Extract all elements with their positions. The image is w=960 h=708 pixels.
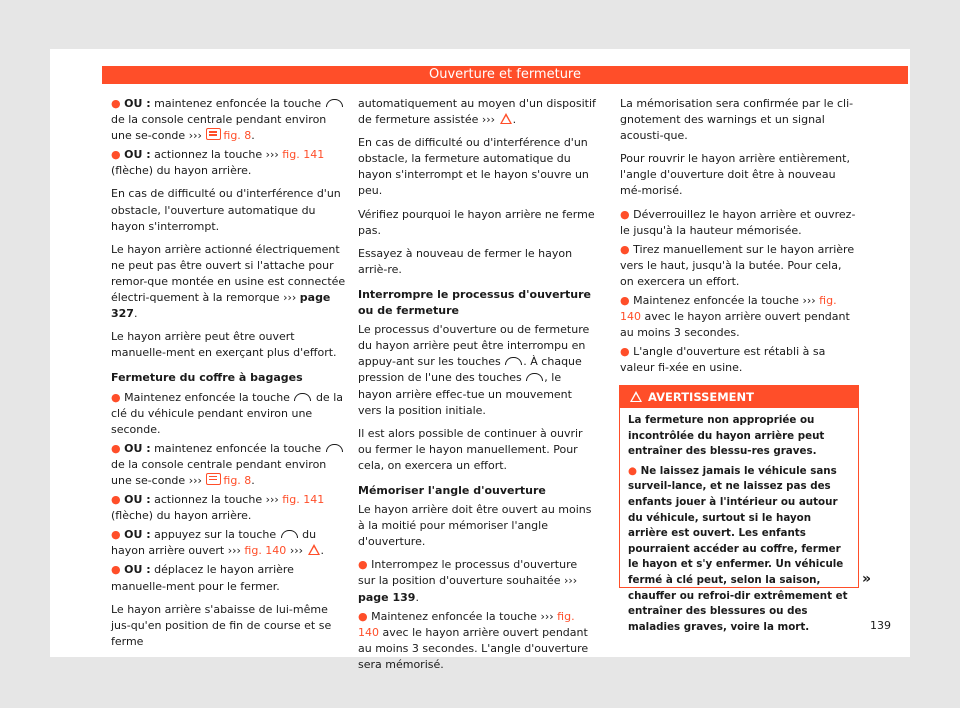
paragraph: Pour rouvrir le hayon arrière entièrement, l'angle d'ouverture doit être à nouveau mé-morisé. [620,152,850,198]
column-3 [620,96,858,384]
warning-triangle-icon [630,391,642,402]
car-tailgate-icon [326,444,343,452]
paragraph: En cas de difficulté ou d'interférence d'un obstacle, la fermeture automatique du hayon s'interrompt et le hayon s'ouvre un peu. [358,136,589,198]
paragraph: Essayez à nouveau de fermer le hayon arriè-re. [358,246,573,276]
car-tailgate-icon [294,393,311,401]
paragraph: Il est alors possible de continuer à ouvrir ou fermer le hayon manuellement. Pour cela, on exercera un effort. [358,426,583,472]
subheading: Mémoriser l'angle d'ouverture [358,483,546,497]
figure-link[interactable]: fig. 8 [223,473,252,487]
list-item: ● L'angle d'ouverture est rétabli à sa valeur fi-xée en usine. [620,345,826,375]
warning-title: AVERTISSEMENT [648,390,755,404]
paragraph: automatiquement au moyen d'un dispositif de fermeture assistée ››› . [358,97,596,127]
list-item: ● Maintenez enfoncée la touche ››› fig. 140 avec le hayon arrière ouvert pendant au moins 3 secondes. L'angle d'ouverture sera mémorisé. [358,609,589,671]
paragraph: Vérifiez pourquoi le hayon arrière ne ferme pas. [358,207,595,237]
warning-triangle-icon[interactable] [308,544,320,555]
list-item: ● Tirez manuellement sur le hayon arrière vers le haut, jusqu'à la butée. Pour cela, on exercera un effort. [620,242,855,288]
list-item: ● Déverrouillez le hayon arrière et ouvrez-le jusqu'à la hauteur mémorisée. [620,207,856,237]
figure-link[interactable]: fig. 140 [358,609,575,639]
paragraph: Le processus d'ouverture ou de fermeture du hayon arrière peut être interrompu en appuy-ant sur les touches . À chaque pression de l'une des touches , le hayon arrière effec-tue un mouvement vers la position initiale. [358,323,590,417]
section-header: Ouverture et fermeture [102,66,908,84]
figure-link[interactable]: fig. 8 [223,129,252,143]
paragraph: Le hayon arrière peut être ouvert manuelle-ment en exerçant plus d'effort. [111,330,337,360]
warning-body [620,408,858,635]
paragraph: Le hayon arrière s'abaisse de lui-même jus-qu'en position de fin de course et se ferme [111,602,332,648]
list-item: ● Maintenez enfoncée la touche de la clé du véhicule pendant environ une seconde. [111,390,343,436]
paragraph: La mémorisation sera confirmée par le cli-gnotement des warnings et un signal acousti-que. [620,97,854,143]
figure-link[interactable]: fig. 140 [620,294,837,324]
subheading: Fermeture du coffre à bagages [111,371,303,385]
manual-page [50,49,910,671]
paragraph: Le hayon arrière doit être ouvert au moins à la moitié pour mémoriser l'angle d'ouverture. [358,503,592,549]
page-number: 139 [870,619,891,632]
continue-marker: » [862,571,872,587]
bullet: ● [111,148,121,162]
bullet: ● [111,97,121,110]
column-1 [111,96,349,657]
list-item: ● OU : appuyez sur la touche du hayon arrière ouvert ››› fig. 140 ››› . [111,528,325,558]
car-tailgate-icon [526,373,543,381]
column-2 [358,96,596,680]
list-item: ● Interrompez le processus d'ouverture sur la position d'ouverture souhaitée ››› page 139. [358,558,578,604]
paragraph: ● OU : actionnez la touche ››› fig. 141 (flèche) du hayon arrière. [111,148,325,178]
figure-link[interactable]: fig. 141 [282,493,325,507]
warning-box [619,385,859,633]
list-item: ● OU : actionnez la touche ››› fig. 141 (flèche) du hayon arrière. [111,493,325,523]
paragraph: En cas de difficulté ou d'interférence d'un obstacle, l'ouverture automatique du hayon s'interrompt. [111,187,341,233]
paragraph: ● OU : maintenez enfoncée la touche de la console centrale pendant environ une se-conde ››› fig. 8. [111,96,349,144]
car-tailgate-icon [505,357,522,365]
warning-header [620,386,858,408]
car-tailgate-icon [326,99,343,107]
figure-icon [206,473,221,485]
figure-link[interactable]: fig. 141 [282,148,325,162]
subheading: Interrompre le processus d'ouverture ou de fermeture [358,287,591,318]
list-item: ● Maintenez enfoncée la touche ››› fig. 140 avec le hayon arrière ouvert pendant au moins 3 secondes. [620,294,850,340]
list-item: ● OU : maintenez enfoncée la touche de la console centrale pendant environ une se-conde ››› fig. 8. [111,441,349,489]
warning-item: ● Ne laissez jamais le véhicule sans surveil-lance, et ne laissez pas des enfants jouer à l'intérieur ou autour du véhicule, surtout si le hayon arrière est ouvert. Les enfants pourraient accéder au coffre, fermer le hayon et s'y enfermer. Un véhicule fermé à clé peut, selon la saison, chauffer ou refroi-dir extrêmement et entraîner des blessures ou des maladies graves, voire la mort. [628,464,848,633]
figure-link[interactable]: fig. 140 [244,544,287,558]
car-tailgate-icon [281,530,298,538]
list-item: ● OU : déplacez le hayon arrière manuelle-ment pour le fermer. [111,563,294,593]
warning-text: La fermeture non appropriée ou incontrôlée du hayon arrière peut entraîner des blessu-res graves. [628,414,825,458]
page-link[interactable]: page 139 [358,590,416,604]
warning-triangle-icon[interactable] [500,113,512,124]
page-link[interactable]: page 327 [111,291,331,321]
paragraph: Le hayon arrière actionné électriquement ne peut pas être ouvert si l'attache pour remor-que montée en usine est connectée électri-quement à la remorque ››› page 327. [111,242,346,321]
figure-icon [206,128,221,140]
